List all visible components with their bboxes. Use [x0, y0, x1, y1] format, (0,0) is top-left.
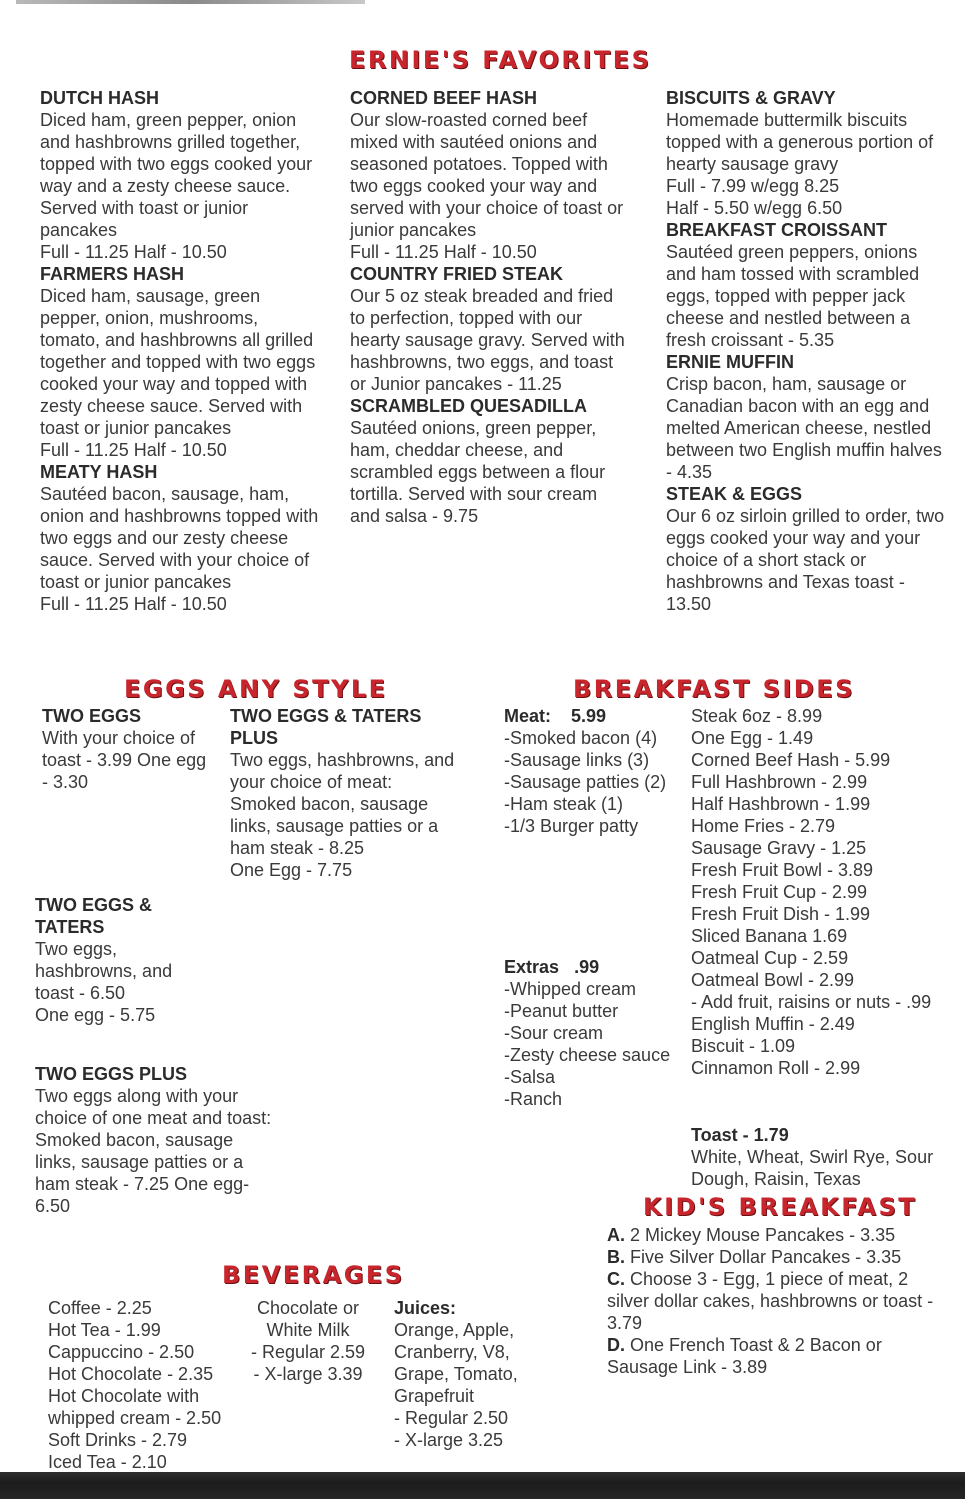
juice-line: Cranberry, V8, [394, 1342, 510, 1362]
section-heading-kids: KID'S BREAKFAST [643, 1193, 918, 1221]
item-title: FARMERS HASH [40, 264, 185, 284]
item-description: Crisp bacon, ham, sausage or Canadian bacon with an egg and melted American cheese, nestled between two English muffin halves - 4.35 [666, 374, 942, 482]
meat-option: -Smoked bacon (4) [504, 728, 658, 748]
item-title: BISCUITS & GRAVY [666, 88, 836, 108]
item-description: Diced ham, sausage, green pepper, onion, mushrooms, tomato, and hashbrowns all grilled together and topped with two eggs cooked your way and topped with zesty cheese sauce. Served with toast or junior pancakes [40, 286, 316, 438]
item-description: Two eggs, hashbrowns, and toast - 6.50 [35, 939, 173, 1003]
menu-item [666, 483, 948, 615]
beverage-item: Coffee - 2.25 [48, 1298, 152, 1318]
item-title: COUNTRY FRIED STEAK [350, 264, 564, 284]
side-item: English Muffin - 2.49 [691, 1014, 855, 1034]
item-price: Full - 11.25 Half - 10.50 [350, 242, 537, 262]
section-heading-favorites: ERNIE'S FAVORITES [349, 46, 652, 74]
kids-item-letter: D. [607, 1335, 625, 1355]
menu-item [666, 219, 948, 351]
menu-item [350, 87, 632, 263]
milk-line: - X-large 3.39 [253, 1364, 363, 1384]
item-description: Two eggs, hashbrowns, and your choice of meat: Smoked bacon, sausage links, sausage patties or a ham steak - 8.25 [230, 750, 455, 858]
item-title: DUTCH HASH [40, 88, 159, 108]
milk-line: Chocolate or [256, 1298, 360, 1318]
extras-option: -Salsa [504, 1067, 556, 1087]
meat-option: -1/3 Burger patty [504, 816, 639, 836]
toast-title: Toast - 1.79 [691, 1125, 789, 1145]
extras-option: -Ranch [504, 1089, 563, 1109]
item-price-half: Half - 5.50 w/egg 6.50 [666, 198, 843, 218]
juice-line: - X-large 3.25 [394, 1430, 504, 1450]
extras-option: -Sour cream [504, 1023, 604, 1043]
section-heading-eggs: EGGS ANY STYLE [124, 675, 388, 703]
item-price-one-egg: One Egg - 7.75 [230, 860, 353, 880]
menu-item-two-eggs-taters [35, 894, 207, 1026]
milk-line: White Milk [266, 1320, 350, 1340]
item-price-one-egg: One egg - 5.75 [35, 1005, 156, 1025]
meat-option: -Sausage patties (2) [504, 772, 667, 792]
beverage-item: whipped cream - 2.50 [48, 1408, 222, 1428]
side-item: - Add fruit, raisins or nuts - .99 [691, 992, 932, 1012]
side-item: Half Hashbrown - 1.99 [691, 794, 871, 814]
top-decorative-bar [16, 0, 365, 4]
toast-options: White, Wheat, Swirl Rye, Sour Dough, Raisin, Texas [691, 1147, 934, 1189]
juices-title: Juices: [394, 1298, 457, 1318]
kids-item [607, 1246, 937, 1268]
item-title: TWO EGGS & TATERS [35, 895, 152, 937]
meat-option: -Sausage links (3) [504, 750, 650, 770]
menu-item [40, 87, 320, 263]
beverage-item: Soft Drinks - 2.79 [48, 1430, 188, 1450]
sides-meat [504, 705, 690, 837]
item-description: Diced ham, green pepper, onion and hashbrowns grilled together, topped with two eggs cooked your way and a zesty cheese sauce. Served with toast or junior pancakes [40, 110, 313, 240]
item-price: Full - 11.25 Half - 10.50 [40, 242, 227, 262]
item-title: STEAK & EGGS [666, 484, 803, 504]
beverages-column-1 [48, 1297, 248, 1473]
juice-line: Grape, Tomato, [394, 1364, 518, 1384]
side-item: One Egg - 1.49 [691, 728, 814, 748]
beverages-milk [240, 1297, 376, 1385]
item-title: BREAKFAST CROISSANT [666, 220, 888, 240]
kids-menu-list [607, 1224, 937, 1378]
item-description: Our slow-roasted corned beef mixed with sautéed onions and seasoned potatoes. Topped with two eggs cooked your way and served with your choice of toast or junior pancakes [350, 110, 624, 240]
item-description: Sautéed onions, green pepper, ham, cheddar cheese, and scrambled eggs between a flour tortilla. Served with sour cream and salsa - 9.75 [350, 418, 606, 526]
section-heading-beverages: BEVERAGES [222, 1261, 405, 1289]
item-description: Sautéed bacon, sausage, ham, onion and hashbrowns topped with two eggs and our zesty cheese sauce. Served with your choice of toast or junior pancakes [40, 484, 319, 592]
beverage-item: Iced Tea - 2.10 [48, 1452, 167, 1472]
side-item: Steak 6oz - 8.99 [691, 706, 823, 726]
side-item: Fresh Fruit Bowl - 3.89 [691, 860, 874, 880]
beverage-item: Hot Tea - 1.99 [48, 1320, 161, 1340]
side-item: Cinnamon Roll - 2.99 [691, 1058, 861, 1078]
extras-price: .99 [574, 957, 600, 977]
beverages-juices [394, 1297, 544, 1451]
beverage-item: Hot Chocolate - 2.35 [48, 1364, 214, 1384]
menu-item [350, 263, 632, 395]
menu-item [666, 351, 948, 483]
item-title: ERNIE MUFFIN [666, 352, 794, 372]
kids-item-text: Five Silver Dollar Pancakes - 3.35 [625, 1247, 902, 1267]
side-item: Oatmeal Bowl - 2.99 [691, 970, 855, 990]
sides-extras [504, 956, 690, 1110]
item-description: Homemade buttermilk biscuits topped with a generous portion of hearty sausage gravy [666, 110, 934, 174]
item-description: With your choice of toast - 3.99 One egg - 3.30 [42, 728, 207, 792]
menu-item [40, 461, 320, 615]
item-title: SCRAMBLED QUESADILLA [350, 396, 587, 416]
kids-item-text: One French Toast & 2 Bacon or Sausage Link - 3.89 [607, 1335, 882, 1377]
extras-label: Extras [504, 957, 560, 977]
meat-label: Meat: [504, 706, 552, 726]
kids-item [607, 1224, 937, 1246]
milk-line: - Regular 2.59 [250, 1342, 366, 1362]
menu-item [350, 395, 632, 527]
side-item: Biscuit - 1.09 [691, 1036, 796, 1056]
kids-item-text: 2 Mickey Mouse Pancakes - 3.35 [625, 1225, 896, 1245]
extras-option: -Zesty cheese sauce [504, 1045, 671, 1065]
kids-item [607, 1268, 937, 1334]
side-item: Home Fries - 2.79 [691, 816, 836, 836]
menu-item [666, 87, 948, 219]
item-title: TWO EGGS & TATERS PLUS [230, 706, 422, 748]
favorites-column-2 [350, 87, 632, 527]
side-item: Fresh Fruit Dish - 1.99 [691, 904, 871, 924]
favorites-column-1 [40, 87, 320, 615]
favorites-column-3 [666, 87, 948, 615]
item-title: CORNED BEEF HASH [350, 88, 538, 108]
kids-item-letter: C. [607, 1269, 625, 1289]
section-heading-sides: BREAKFAST SIDES [573, 675, 855, 703]
side-item: Fresh Fruit Cup - 2.99 [691, 882, 868, 902]
meat-option: -Ham steak (1) [504, 794, 624, 814]
item-description: Two eggs along with your choice of one meat and toast: Smoked bacon, sausage links, sausage patties or a ham steak - 7.25 One egg- 6.50 [35, 1086, 272, 1216]
item-title: TWO EGGS PLUS [35, 1064, 188, 1084]
item-description: Sautéed green peppers, onions and ham tossed with scrambled eggs, topped with pepper jack cheese and nestled between a fresh croissant - 5.35 [666, 242, 920, 350]
side-item: Sliced Banana 1.69 [691, 926, 848, 946]
juice-line: - Regular 2.50 [394, 1408, 509, 1428]
juice-line: Orange, Apple, [394, 1320, 515, 1340]
side-item: Sausage Gravy - 1.25 [691, 838, 867, 858]
side-item: Oatmeal Cup - 2.59 [691, 948, 849, 968]
bottom-decorative-bar [0, 1472, 965, 1499]
sides-toast [691, 1124, 961, 1190]
menu-item [40, 263, 320, 461]
sides-list [691, 705, 953, 1079]
kids-item-text: Choose 3 - Egg, 1 piece of meat, 2 silver dollar cakes, hashbrowns or toast - 3.79 [607, 1269, 934, 1333]
kids-item-letter: B. [607, 1247, 625, 1267]
beverage-item: Hot Chocolate with [48, 1386, 200, 1406]
menu-item-two-eggs-plus [35, 1063, 277, 1217]
item-price: Full - 11.25 Half - 10.50 [40, 594, 227, 614]
kids-item [607, 1334, 937, 1378]
item-description: Our 5 oz steak breaded and fried to perfection, topped with our hearty sausage gravy. Served with hashbrowns, two eggs, and toast or Junior pancakes - 11.25 [350, 286, 625, 394]
side-item: Corned Beef Hash - 5.99 [691, 750, 891, 770]
meat-price: 5.99 [571, 706, 607, 726]
extras-option: -Peanut butter [504, 1001, 619, 1021]
side-item: Full Hashbrown - 2.99 [691, 772, 868, 792]
item-title: TWO EGGS [42, 706, 141, 726]
item-price: Full - 11.25 Half - 10.50 [40, 440, 227, 460]
item-title: MEATY HASH [40, 462, 158, 482]
item-price: Full - 7.99 w/egg 8.25 [666, 176, 840, 196]
beverage-item: Cappuccino - 2.50 [48, 1342, 195, 1362]
juice-line: Grapefruit [394, 1386, 475, 1406]
extras-option: -Whipped cream [504, 979, 637, 999]
kids-item-letter: A. [607, 1225, 625, 1245]
menu-item-two-eggs-taters-plus [230, 705, 462, 881]
item-description: Our 6 oz sirloin grilled to order, two eggs cooked your way and your choice of a short stack or hashbrowns and Texas toast - 13.50 [666, 506, 945, 614]
menu-item-two-eggs [42, 705, 214, 793]
